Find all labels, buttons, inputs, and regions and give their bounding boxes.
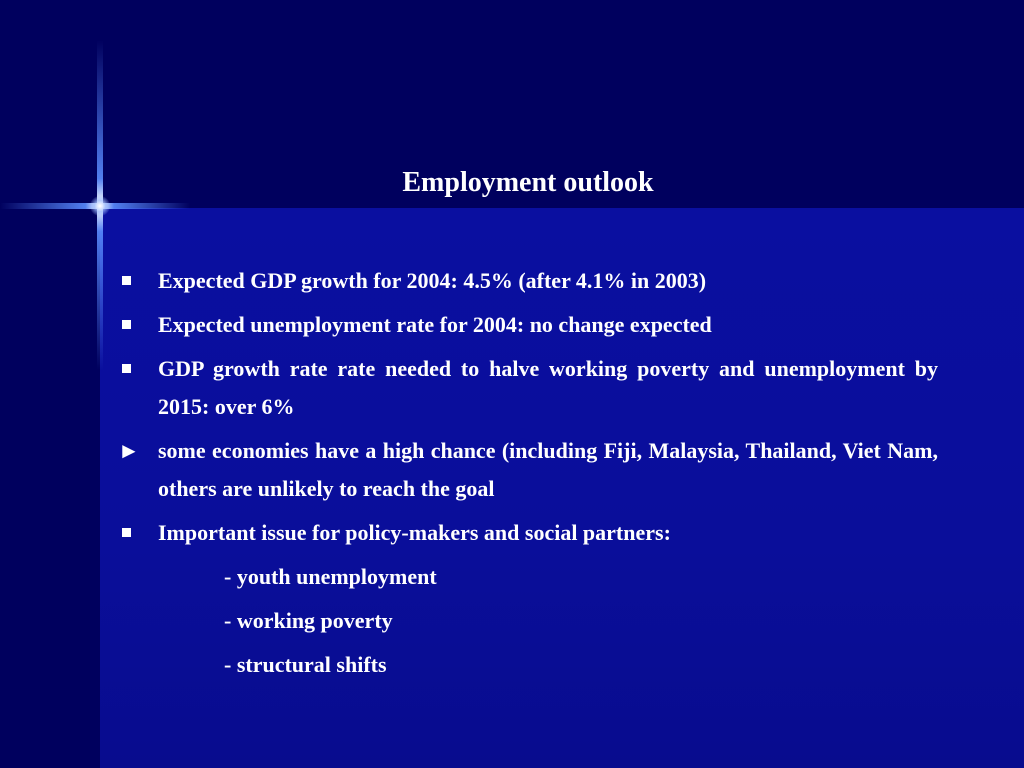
slide-background-left: [0, 0, 100, 768]
slide-body: [118, 262, 938, 690]
square-bullet-icon: [122, 528, 131, 537]
bullet-item: [118, 262, 938, 300]
bullet-text: Expected unemployment rate for 2004: no change expected: [158, 312, 712, 337]
slide-title: Employment outlook: [402, 167, 654, 198]
square-bullet-icon: [122, 276, 131, 285]
sub-item: - working poverty: [224, 608, 393, 633]
sparkle-star-icon: [90, 196, 110, 216]
bullet-item: [118, 306, 938, 344]
sub-item: - structural shifts: [224, 652, 387, 677]
arrow-item: [118, 432, 938, 508]
arrow-item-text: some economies have a high chance (including Fiji, Malaysia, Thailand, Viet Nam, others are unlikely to reach the goal: [158, 438, 938, 501]
bullet-item: [118, 350, 938, 426]
bullet-item: [118, 514, 938, 552]
sub-item: - youth unemployment: [224, 564, 437, 589]
square-bullet-icon: [122, 320, 131, 329]
bullet-text: GDP growth rate rate needed to halve working poverty and unemployment by 2015: over 6%: [158, 356, 938, 419]
bullet-text: Expected GDP growth for 2004: 4.5% (after 4.1% in 2003): [158, 268, 707, 293]
bullet-text: Important issue for policy-makers and social partners:: [158, 520, 671, 545]
square-bullet-icon: [122, 364, 131, 373]
arrow-right-icon: ►: [118, 438, 140, 463]
